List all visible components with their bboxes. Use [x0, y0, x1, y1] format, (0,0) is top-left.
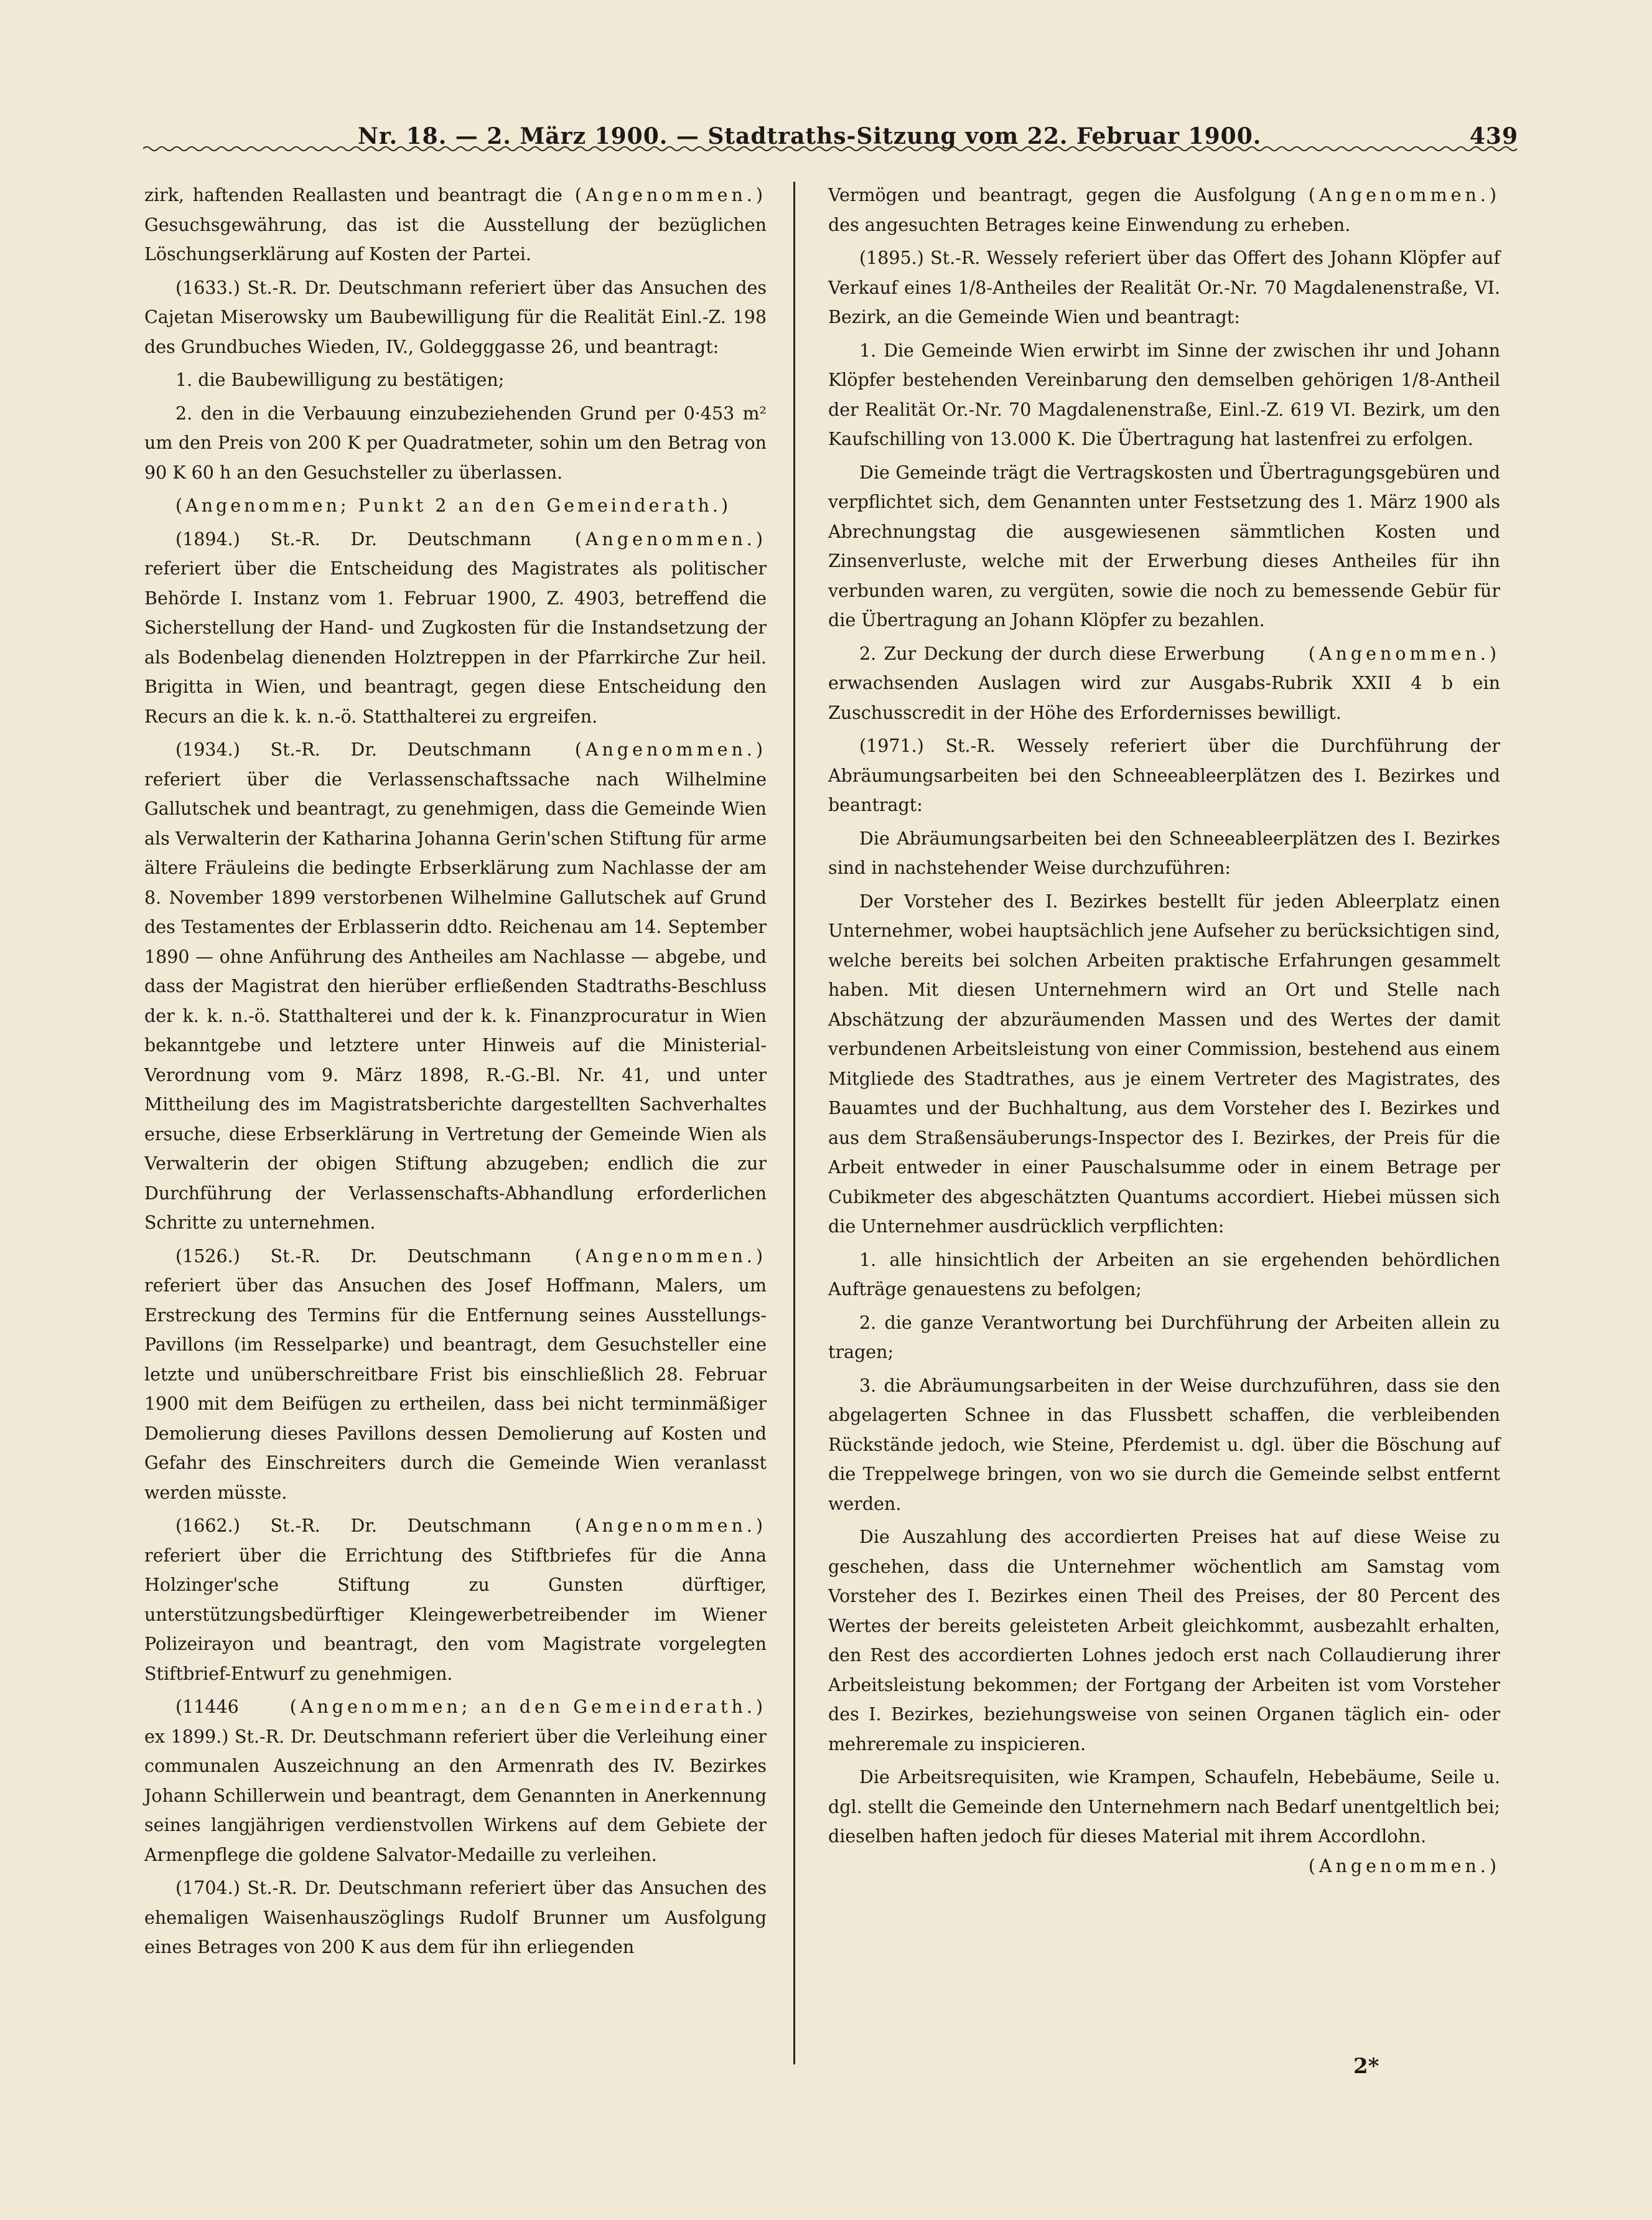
paragraph-text: (1662.) St.-R. Dr. Deutschmann referiert über die Errichtung des Stiftbriefes für die Anna Holzinger'sche Stiftung zu Gunsten dürftiger, unterstützungsbedürftiger Kleingewerbetreibender im Wiener Polizeirayon und beantragt, den vom Magistrate vorgelegten Stiftbrief-Entwurf zu genehmigen.: [144, 1515, 767, 1684]
signature-mark: 2*: [1353, 2054, 1379, 2079]
paragraph-text: Die Arbeitsrequisiten, wie Krampen, Schaufeln, Hebebäume, Seile u. dgl. stellt die Gemeinde den Unternehmern nach Bedarf unentgeltlich bei; dieselben haften jedoch für dieses Material mit ihrem Accordlohn.: [828, 1767, 1500, 1847]
verdict: (Angenommen.): [1308, 185, 1500, 205]
verdict: (Angenommen.): [1308, 1855, 1500, 1876]
verdict: (Angenommen.): [574, 528, 767, 550]
verdict: (Angenommen.): [1308, 643, 1500, 664]
paragraph: Die Auszahlung des accordierten Preises hat auf diese Weise zu geschehen, dass die Unternehmer wöchentlich am Samstag vom Vorsteher des I. Bezirkes einen Theil des Preises, der 80 Percent des Wertes der bereits geleisteten Arbeit gleichkommt, ausbezahlt erhalten, den Rest des accordierten Lohnes jedoch erst nach Collaudierung ihrer Arbeitsleistung bekommen; der Fortgang der Arbeiten ist vom Vorsteher des I. Bezirkes, beziehungsweise von seinen Organen täglich ein- oder mehreremale zu inspicieren.: [828, 1527, 1500, 1754]
paragraph: [144, 525, 767, 732]
page-number: 439: [1469, 123, 1518, 149]
paragraph-text: (11446 ex 1899.) St.-R. Dr. Deutschmann referiert über die Verleihung einer communalen Auszeichnung an den Armenrath des IV. Bezirkes Johann Schillerwein und beantragt, dem Genannten in Anerkennung seines langjährigen verdienstvollen Wirkens auf dem Gebiete der Armenpflege die goldene Salvator-Medaille zu verleihen.: [144, 1697, 767, 1865]
verdict-line: (Angenommen; Punkt 2 an den Gemeinderath.): [175, 495, 732, 516]
paragraph: [144, 735, 767, 1238]
paragraph-text: Vermögen und beantragt, gegen die Ausfolgung des angesuchten Betrages keine Einwendung zu erheben.: [828, 185, 1351, 235]
left-column: [144, 180, 767, 1966]
list-item: 1. Die Gemeinde Wien erwirbt im Sinne der zwischen ihr und Johann Klöpfer bestehenden Vereinbarung den demselben gehörigen 1/8-Antheil der Realität Or.-Nr. 70 Magdalenenstraße, Einl.-Z. 619 VI. Bezirk, um den Kaufschilling von 13.000 K. Die Übertragung hat lastenfrei zu erfolgen.: [828, 340, 1500, 449]
paragraph: [144, 1692, 767, 1870]
paragraph: [144, 1242, 767, 1508]
paragraph-text: 2. Zur Deckung der durch diese Erwerbung erwachsenden Auslagen wird zur Ausgabs-Rubrik XXII 4 b ein Zuschusscredit in der Höhe des Erfordernisses bewilligt.: [828, 643, 1500, 723]
list-item: [828, 639, 1500, 728]
verdict: (Angenommen.): [574, 1515, 767, 1536]
paragraph: [828, 1763, 1500, 1876]
paragraph-text: (1934.) St.-R. Dr. Deutschmann referiert über die Verlassenschaftssache nach Wilhelmine Gallutschek und beantragt, zu genehmigen, dass die Gemeinde Wien als Verwalterin der Katharina Johanna Gerin'schen Stiftung für arme ältere Fräuleins die bedingte Erbserklärung zum Nachlasse der am 8. November 1899 verstorbenen Wilhelmine Gallutschek auf Grund des Testamentes der Erblasserin ddto. Reichenau am 14. September 1890 — ohne Anführung des Antheiles am Nachlasse — abgebe, und dass der Magistrat den hierüber erfließenden Stadtraths-Beschluss der k. k. n.-ö. Statthalterei und der k. k. Finanzprocuratur in Wien bekanntgebe und letztere unter Hinweis auf die Ministerial-Verordnung vom 9. März 1898, R.-G.-Bl. Nr. 41, und unter Mittheilung des im Magistratsberichte dargestellten Sachverhaltes ersuche, diese Erbserklärung in Vertretung der Gemeinde Wien als Verwalterin der obigen Stiftung abzugeben; endlich die zur Durchführung der Verlassenschafts-Abhandlung erforderlichen Schritte zu unternehmen.: [144, 739, 767, 1233]
paragraph: (1704.) St.-R. Dr. Deutschmann referiert über das Ansuchen des ehemaligen Waisenhauszöglings Rudolf Brunner um Ausfolgung eines Betrages von 200 K aus dem für ihn erliegenden: [144, 1878, 767, 1957]
paragraph: Der Vorsteher des I. Bezirkes bestellt für jeden Ableerplatz einen Unternehmer, wobei hauptsächlich jene Aufseher zu berücksichtigen sind, welche bereits bei solchen Arbeiten praktische Erfahrungen gesammelt haben. Mit diesen Unternehmern wird an Ort und Stelle nach Abschätzung der abzuräumenden Massen und des Wertes der damit verbundenen Arbeitsleistung von einer Commission, bestehend aus einem Mitgliede des Stadtrathes, aus je einem Vertreter des Magistrates, des Bauamtes und der Buchhaltung, aus dem Vorsteher des I. Bezirkes und aus dem Straßensäuberungs-Inspector des I. Bezirkes, der Preis für die Arbeit entweder in einer Pauschalsumme oder in einem Betrage per Cubikmeter des abgeschätzten Quantums accordiert. Hiebei müssen sich die Unternehmer ausdrücklich verpflichten:: [828, 891, 1500, 1237]
right-column: [828, 180, 1500, 1881]
list-item: 2. die ganze Verantwortung bei Durchführung der Arbeiten allein zu tragen;: [828, 1312, 1500, 1362]
paragraph: (1895.) St.-R. Wessely referiert über das Offert des Johann Klöpfer auf Verkauf eines 1/8-Antheiles der Realität Or.-Nr. 70 Magdalenenstraße, VI. Bezirk, an die Gemeinde Wien und beantragt:: [828, 248, 1500, 327]
paragraph: Die Abräumungsarbeiten bei den Schneeableerplätzen des I. Bezirkes sind in nachstehender Weise durchzuführen:: [828, 828, 1500, 878]
paragraph-text: zirk, haftenden Reallasten und beantragt die Gesuchsgewährung, das ist die Ausstellung der bezüglichen Löschungserklärung auf Kosten der Partei.: [144, 185, 767, 265]
list-item: 1. die Baubewilligung zu bestätigen;: [175, 370, 505, 390]
paragraph: [144, 180, 767, 269]
header-wavy-rule: [143, 144, 1518, 153]
running-header: [87, 112, 1518, 162]
list-item: 2. den in die Verbauung einzubeziehenden Grund per 0·453 m² um den Preis von 200 K per Quadratmeter, sohin um den Betrag von 90 K 60 h an den Gesuchsteller zu überlassen.: [144, 403, 767, 483]
header-title: Nr. 18. — 2. März 1900. — Stadtraths-Sitzung vom 22. Februar 1900.: [358, 123, 1262, 149]
list-item: 1. alle hinsichtlich der Arbeiten an sie ergehenden behördlichen Aufträge genauestens zu befolgen;: [828, 1249, 1500, 1300]
verdict: (Angenommen.): [574, 1245, 767, 1267]
verdict: (Angenommen.): [574, 739, 767, 760]
paragraph: Die Gemeinde trägt die Vertragskosten und Übertragungsgebüren und verpflichtet sich, dem Genannten unter Festsetzung des 1. März 1900 als Abrechnungstag die ausgewiesenen sämmtlichen Kosten und Zinsenverluste, welche mit der Erwerbung dieses Antheiles für ihn verbunden waren, zu vergüten, sowie die noch zu bemessende Gebür für die Übertragung an Johann Klöpfer zu bezahlen.: [828, 462, 1500, 630]
column-divider: [793, 182, 795, 2064]
paragraph: (1633.) St.-R. Dr. Deutschmann referiert über das Ansuchen des Cajetan Miserowsky um Baubewilligung für die Realität Einl.-Z. 198 des Grundbuches Wieden, IV., Goldegggasse 26, und beantragt:: [144, 277, 767, 357]
paragraph: [828, 180, 1500, 240]
list-item: 3. die Abräumungsarbeiten in der Weise durchzuführen, dass sie den abgelagerten Schnee in das Flussbett schaffen, die verbleibenden Rückstände jedoch, wie Steine, Pferdemist u. dgl. über die Böschung auf die Treppelwege bringen, von wo sie durch die Gemeinde selbst entfernt werden.: [828, 1375, 1500, 1514]
paragraph-text: (1894.) St.-R. Dr. Deutschmann referiert über die Entscheidung des Magistrates als politischer Behörde I. Instanz vom 1. Februar 1900, Z. 4903, betreffend die Sicherstellung der Hand- und Zugkosten für die Instandsetzung der als Bodenbelag dienenden Holztreppen in der Pfarrkirche Zur heil. Brigitta in Wien, und beantragt, gegen diese Entscheidung den Recurs an die k. k. n.-ö. Statthalterei zu ergreifen.: [144, 528, 767, 727]
paragraph: (1971.) St.-R. Wessely referiert über die Durchführung der Abräumungsarbeiten bei den Schneeableerplätzen des I. Bezirkes und beantragt:: [828, 736, 1500, 815]
verdict: (Angenommen.): [574, 185, 767, 205]
paragraph: [144, 1511, 767, 1688]
verdict: (Angenommen; an den Gemeinderath.): [289, 1697, 767, 1717]
paragraph-text: (1526.) St.-R. Dr. Deutschmann referiert über das Ansuchen des Josef Hoffmann, Malers, um Erstreckung des Termins für die Entfernung seines Ausstellungs-Pavillons (im Resselparke) und beantragt, dem Gesuchsteller eine letzte und unüberschreitbare Frist bis einschließlich 28. Februar 1900 mit dem Beifügen zu ertheilen, dass bei nicht terminmäßiger Demolierung dieses Pavillons dessen Demolierung auf Kosten und Gefahr des Einschreiters durch die Gemeinde Wien veranlasst werden müsste.: [144, 1245, 767, 1503]
